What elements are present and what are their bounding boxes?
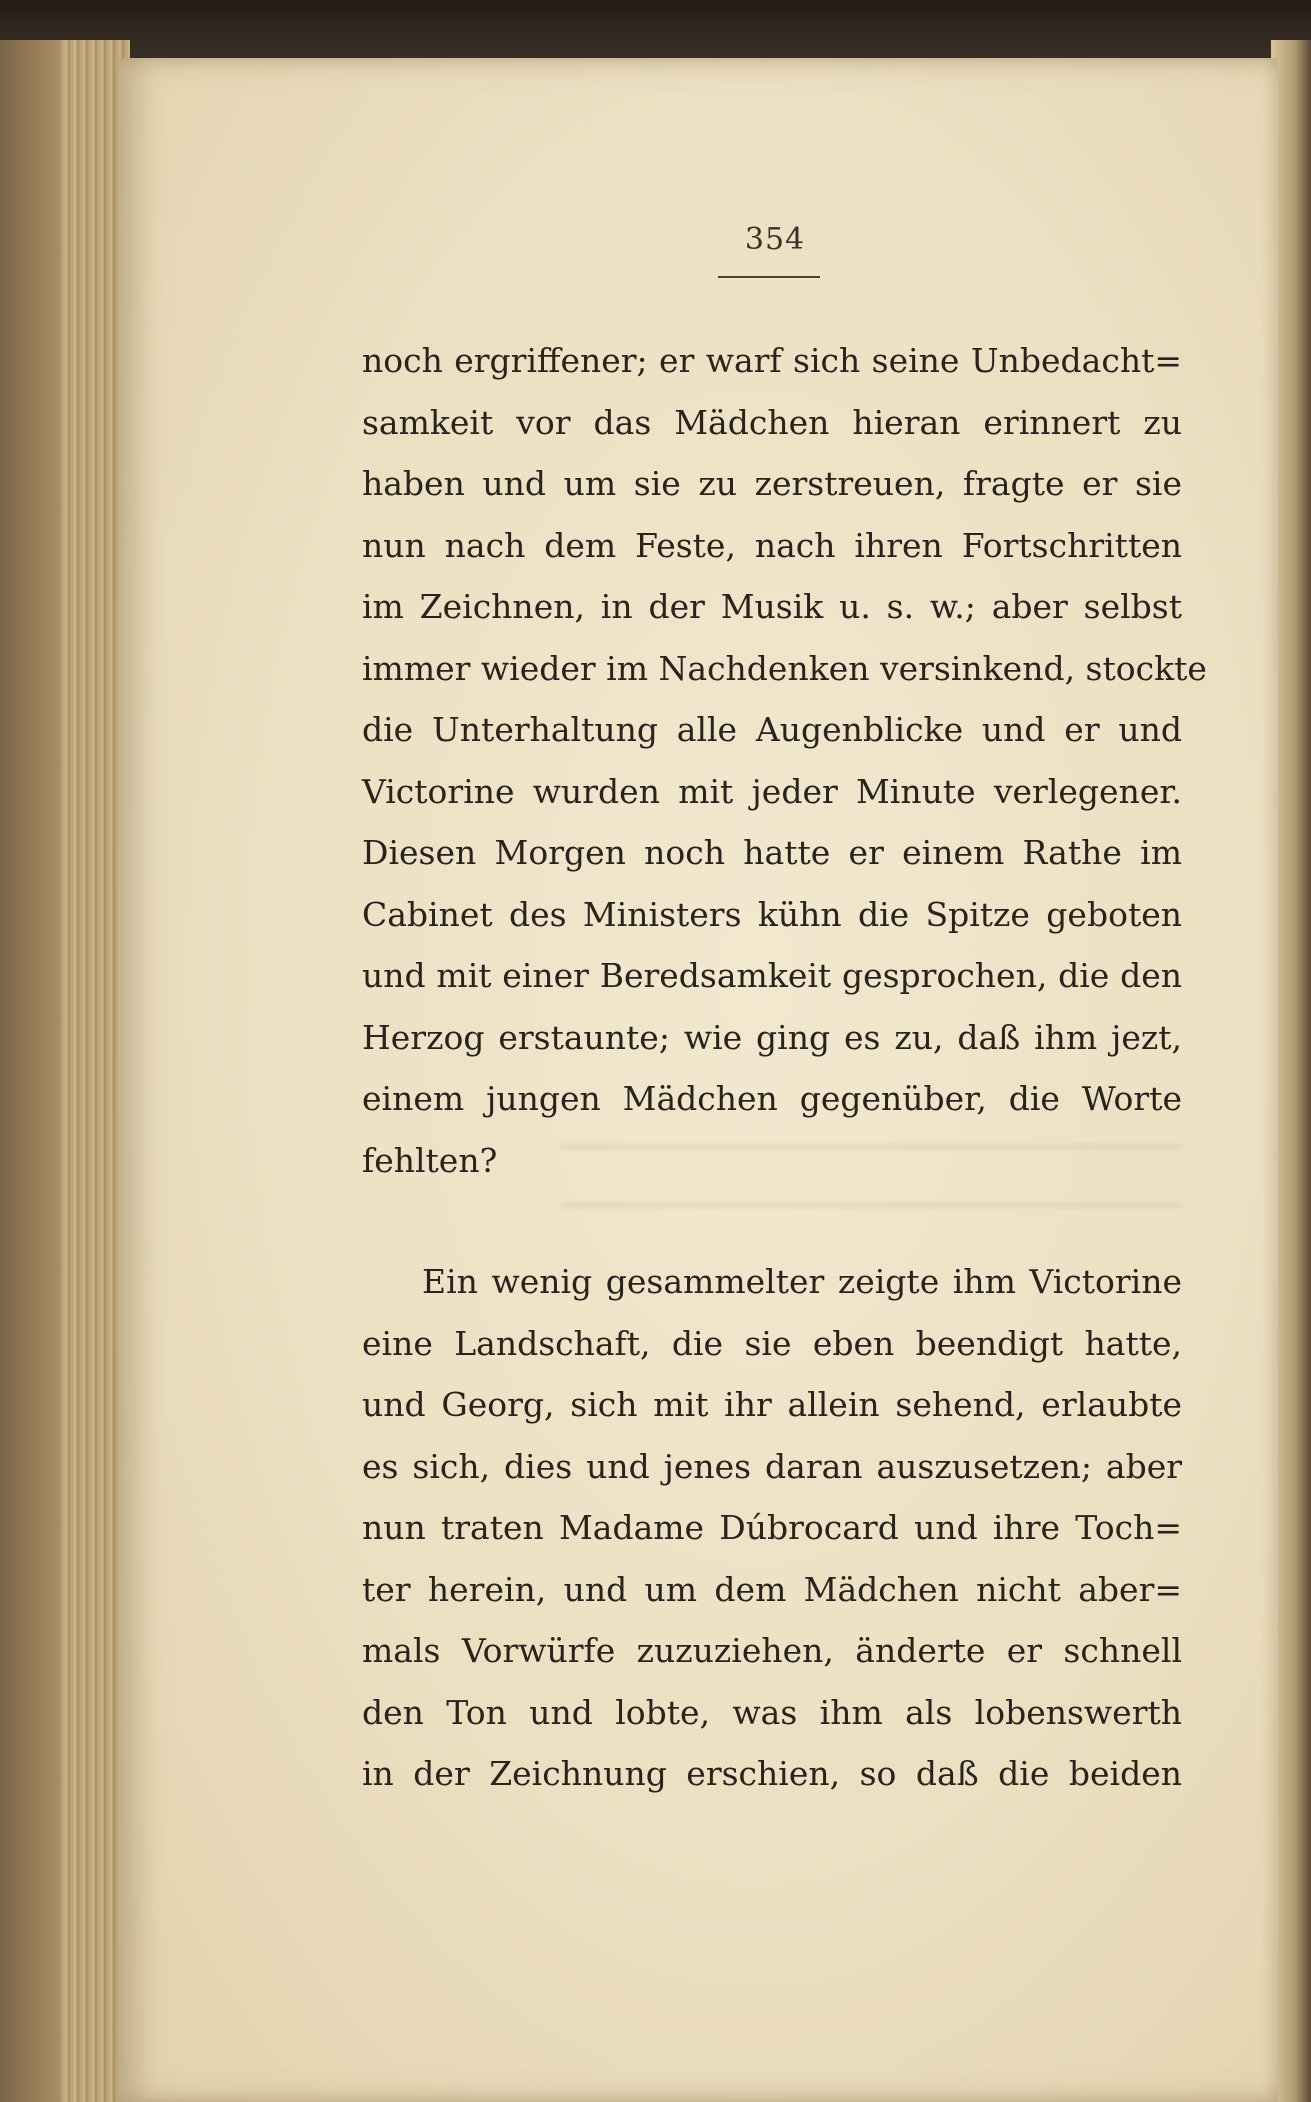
text-line: einem jungen Mädchen gegenüber, die Worte [362, 1079, 1182, 1118]
page-number-rule [718, 276, 820, 278]
text-line: und Georg, sich mit ihr allein sehend, erlaubte [362, 1385, 1182, 1424]
text-line: und mit einer Beredsamkeit gesprochen, die den [362, 956, 1182, 995]
text-line: es sich, dies und jenes daran auszusetzen; aber [362, 1446, 1182, 1486]
text-line: die Unterhaltung alle Augenblicke und er und [362, 710, 1182, 749]
book-page-edges [0, 40, 130, 2102]
text-line: mals Vorwürfe zuzuziehen, änderte er schnell [362, 1631, 1182, 1670]
page-text [362, 330, 1207, 1805]
text-line: Diesen Morgen noch hatte er einem Rathe im [362, 833, 1182, 872]
page-number: 354 [744, 222, 806, 257]
text-line: Ein wenig gesammelter zeigte ihm Victorine [422, 1262, 1182, 1301]
paragraph [362, 330, 1207, 1191]
text-line: ter herein, und um dem Mädchen nicht aber= [362, 1569, 1182, 1609]
text-line: nun traten Madame Dúbrocard und ihre Toch= [362, 1508, 1182, 1547]
text-line: immer wieder im Nachdenken versinkend, stockte [362, 648, 1207, 688]
text-line: Cabinet des Ministers kühn die Spitze geboten [362, 894, 1182, 934]
paragraph [362, 1251, 1182, 1805]
paragraph-gap [362, 1191, 1182, 1251]
scan-background [0, 0, 1311, 60]
text-line: eine Landschaft, die sie eben beendigt hatte, [362, 1323, 1182, 1363]
text-line: im Zeichnen, in der Musik u. s. w.; aber selbst [362, 587, 1182, 626]
text-line: Herzog erstaunte; wie ging es zu, daß ihm jezt, [362, 1017, 1182, 1057]
text-line: noch ergriffener; er warf sich seine Unbedacht= [362, 341, 1182, 380]
text-line: in der Zeichnung erschien, so daß die beiden [362, 1754, 1182, 1793]
text-line: fehlten? [362, 1140, 498, 1180]
text-line: den Ton und lobte, was ihm als lobenswerth [362, 1692, 1182, 1732]
text-line: nun nach dem Feste, nach ihren Fortschritten [362, 525, 1182, 565]
text-line: samkeit vor das Mädchen hieran erinnert zu [362, 402, 1182, 442]
text-line: Victorine wurden mit jeder Minute verlegener. [362, 771, 1182, 811]
text-line: haben und um sie zu zerstreuen, fragte er sie [362, 464, 1182, 503]
